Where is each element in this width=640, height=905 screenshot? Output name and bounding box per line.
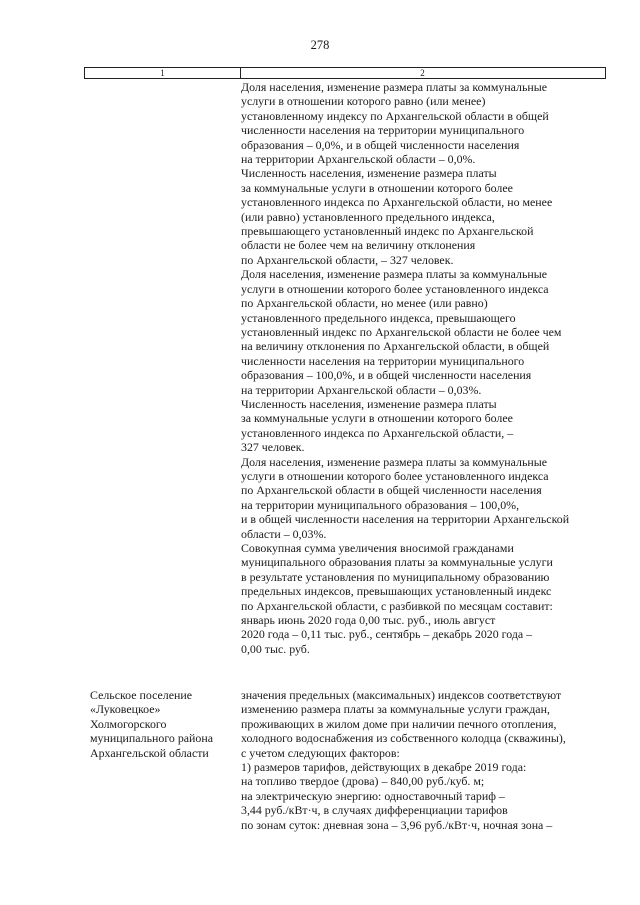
text-line: установленному индексу по Архангельской области в общей <box>241 108 549 123</box>
text-line: с учетом следующих факторов: <box>241 745 400 760</box>
text-line: услуги в отношении которого более установленного индекса <box>241 281 549 296</box>
text-line: численности населения на территории муниципального <box>241 353 525 368</box>
text-line: услуги в отношении которого более установленного индекса <box>241 468 549 483</box>
text-line: (или равно) установленного предельного индекса, <box>241 209 495 224</box>
table-header-col2: 2 <box>420 68 425 78</box>
text-line: установленного предельного индекса, превышающего <box>241 310 516 325</box>
text-line: значения предельных (максимальных) индексов соответствуют <box>241 688 562 702</box>
text-line: на территории Архангельской области – 0,03%. <box>241 382 482 397</box>
text-line: проживающих в жилом доме при наличии печного отопления, <box>241 716 557 731</box>
text-line: 327 человек. <box>241 440 305 455</box>
text-line: численности населения на территории муниципального <box>241 123 525 138</box>
text-line: «Луковецкое» <box>90 702 161 717</box>
text-line: за коммунальные услуги в отношении которого более <box>241 411 513 426</box>
text-line: по Архангельской области, но менее (или равно) <box>241 296 488 311</box>
text-line: январь июнь 2020 года 0,00 тыс. руб., июль август <box>241 613 496 628</box>
text-line: на территории муниципального образования – 100,0%, <box>241 497 520 512</box>
text-line: области – 0,03%. <box>241 526 327 541</box>
text-line: 0,00 тыс. руб. <box>241 641 310 656</box>
row1-col2-text <box>241 80 603 656</box>
text-line: на величину отклонения по Архангельской области, в общей <box>241 339 550 354</box>
table-header-col1: 1 <box>85 68 241 78</box>
text-line: изменению размера платы за коммунальные услуги граждан, <box>241 702 550 717</box>
text-line: и в общей численности населения на территории Архангельской <box>241 512 570 527</box>
text-line: установленный индекс по Архангельской области не более чем <box>241 324 562 339</box>
text-line: Сельское поселение <box>90 688 193 702</box>
text-line: Доля населения, изменение размера платы за коммунальные <box>241 80 548 94</box>
text-line: за коммунальные услуги в отношении которого более <box>241 180 513 195</box>
text-line: Численность населения, изменение размера платы <box>241 166 497 181</box>
text-line: образования – 0,0%, и в общей численности населения <box>241 137 520 152</box>
text-line: муниципального района <box>90 731 214 746</box>
text-line: Доля населения, изменение размера платы за коммунальные <box>241 267 548 282</box>
text-line: 3,44 руб./кВт·ч, в случаях дифференциации тарифов <box>241 803 508 818</box>
text-line: по Архангельской области, – 327 человек. <box>241 252 454 267</box>
text-line: на топливо твердое (дрова) – 840,00 руб./куб. м; <box>241 774 485 789</box>
text-line: Доля населения, изменение размера платы за коммунальные <box>241 454 548 469</box>
text-line: Численность населения, изменение размера платы <box>241 396 497 411</box>
text-line: услуги в отношении которого равно (или менее) <box>241 94 486 109</box>
text-line: 1) размеров тарифов, действующих в декабре 2019 года: <box>241 760 527 775</box>
text-line: в результате установления по муниципальному образованию <box>241 569 550 584</box>
text-line: области не более чем на величину отклонения <box>241 238 476 253</box>
text-line: по Архангельской области, с разбивкой по месяцам составит: <box>241 598 553 613</box>
text-line: предельных индексов, превышающих установленный индекс <box>241 584 552 599</box>
text-line: на территории Архангельской области – 0,0%. <box>241 152 476 167</box>
text-line: холодного водоснабжения из собственного колодца (скважины), <box>241 731 566 746</box>
text-line: на электрическую энергию: одноставочный тариф – <box>241 788 505 803</box>
page-number: 278 <box>310 38 330 52</box>
text-line: муниципального образования платы за коммунальные услуги <box>241 555 553 570</box>
row2-col1-municipality <box>90 688 238 760</box>
text-line: превышающего установленный индекс по Архангельской <box>241 224 534 239</box>
text-line: Архангельской области <box>90 745 209 760</box>
text-line: по зонам суток: дневная зона – 3,96 руб./кВт·ч, ночная зона – <box>241 817 553 832</box>
text-line: установленного индекса по Архангельской области, – <box>241 425 514 440</box>
text-line: 2020 года – 0,11 тыс. руб., сентябрь – декабрь 2020 года – <box>241 627 533 642</box>
text-line: Совокупная сумма увеличения вносимой гражданами <box>241 541 514 555</box>
text-line: по Архангельской области в общей численности населения <box>241 483 542 498</box>
text-line: установленного индекса по Архангельской области, но менее <box>241 195 553 210</box>
text-line: образования – 100,0%, и в общей численности населения <box>241 368 532 383</box>
table-header-row <box>84 67 606 79</box>
text-line: Холмогорского <box>90 716 167 731</box>
row2-col2-text <box>241 688 603 832</box>
